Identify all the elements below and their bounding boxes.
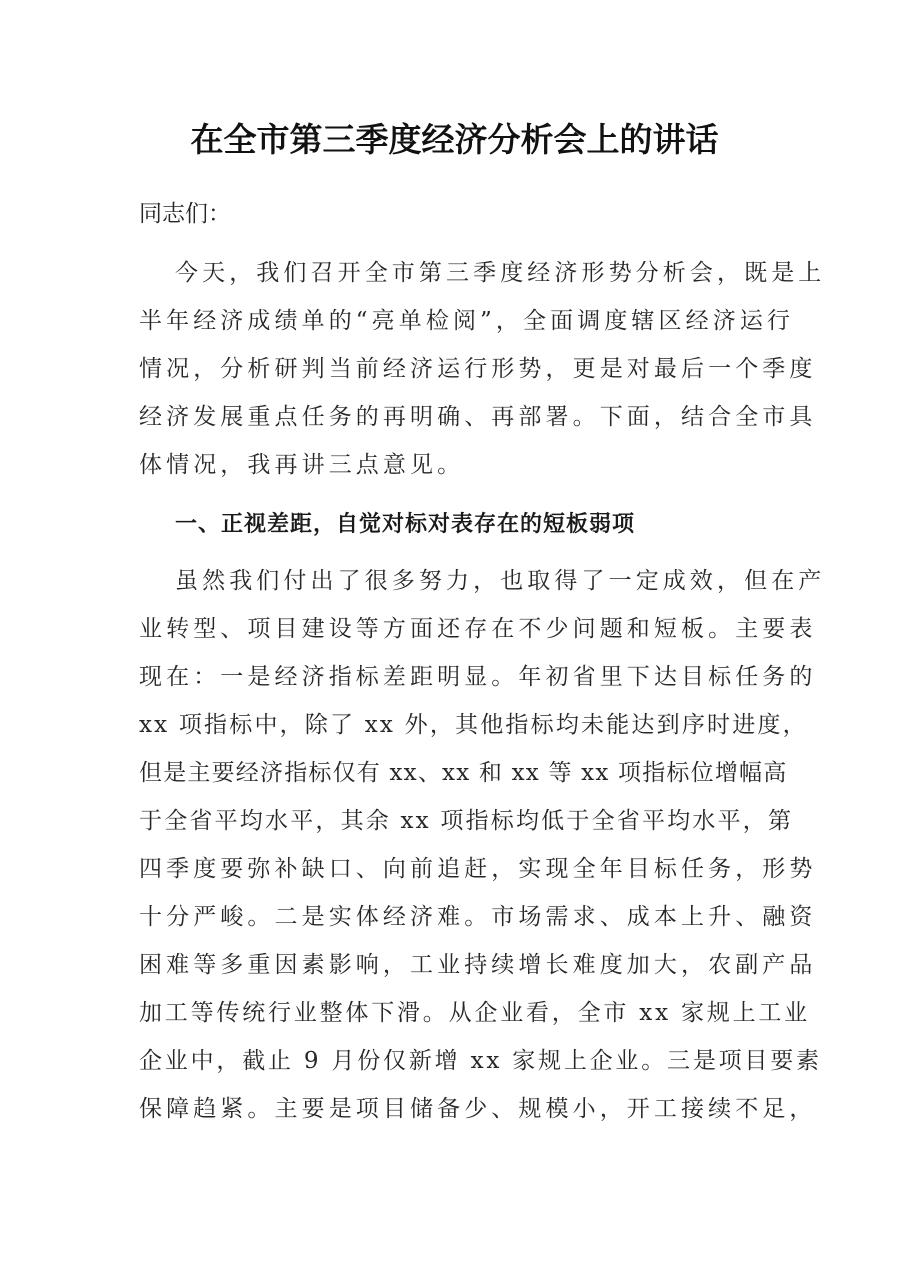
paragraph-line: 十分严峻。二是实体经济难。市场需求、成本上升、融资 xyxy=(139,904,817,930)
salutation: 同志们： xyxy=(139,201,231,227)
paragraph-line: 于全省平均水平，其余 xx 项指标均低于全省平均水平，第 xyxy=(139,808,794,834)
paragraph-line: 情况，分析研判当前经济运行形势，更是对最后一个季度 xyxy=(139,356,817,382)
paragraph-line: 虽然我们付出了很多努力，也取得了一定成效，但在产 xyxy=(175,568,826,594)
document-title: 在全市第三季度经济分析会上的讲话 xyxy=(190,120,719,159)
paragraph-line: 保障趋紧。主要是项目储备少、规模小，开工接续不足， xyxy=(139,1096,817,1122)
paragraph-line: 但是主要经济指标仅有 xx、xx 和 xx 等 xx 项指标位增幅高 xyxy=(139,760,788,786)
paragraph-line: 四季度要弥补缺口、向前追赶，实现全年目标任务，形势 xyxy=(139,856,817,882)
paragraph-line: 企业中，截止 9 月份仅新增 xx 家规上企业。三是项目要素 xyxy=(139,1048,822,1074)
paragraph-line: 加工等传统行业整体下滑。从企业看，全市 xx 家规上工业 xyxy=(139,1000,810,1026)
paragraph-line: 体情况，我再讲三点意见。 xyxy=(139,452,465,478)
section-heading: 一、正视差距，自觉对标对表存在的短板弱项 xyxy=(175,511,636,537)
paragraph-line: 现在：一是经济指标差距明显。年初省里下达目标任务的 xyxy=(139,664,817,690)
paragraph-line: 业转型、项目建设等方面还存在不少问题和短板。主要表 xyxy=(139,616,817,642)
paragraph-line: 半年经济成绩单的“亮单检阅”，全面调度辖区经济运行 xyxy=(139,308,795,334)
paragraph-line: xx 项指标中，除了 xx 外，其他指标均未能达到序时进度， xyxy=(139,712,808,738)
paragraph-line: 困难等多重因素影响，工业持续增长难度加大，农副产品 xyxy=(139,952,817,978)
paragraph-line: 今天，我们召开全市第三季度经济形势分析会，既是上 xyxy=(175,260,826,286)
paragraph-line: 经济发展重点任务的再明确、再部署。下面，结合全市具 xyxy=(139,404,817,430)
